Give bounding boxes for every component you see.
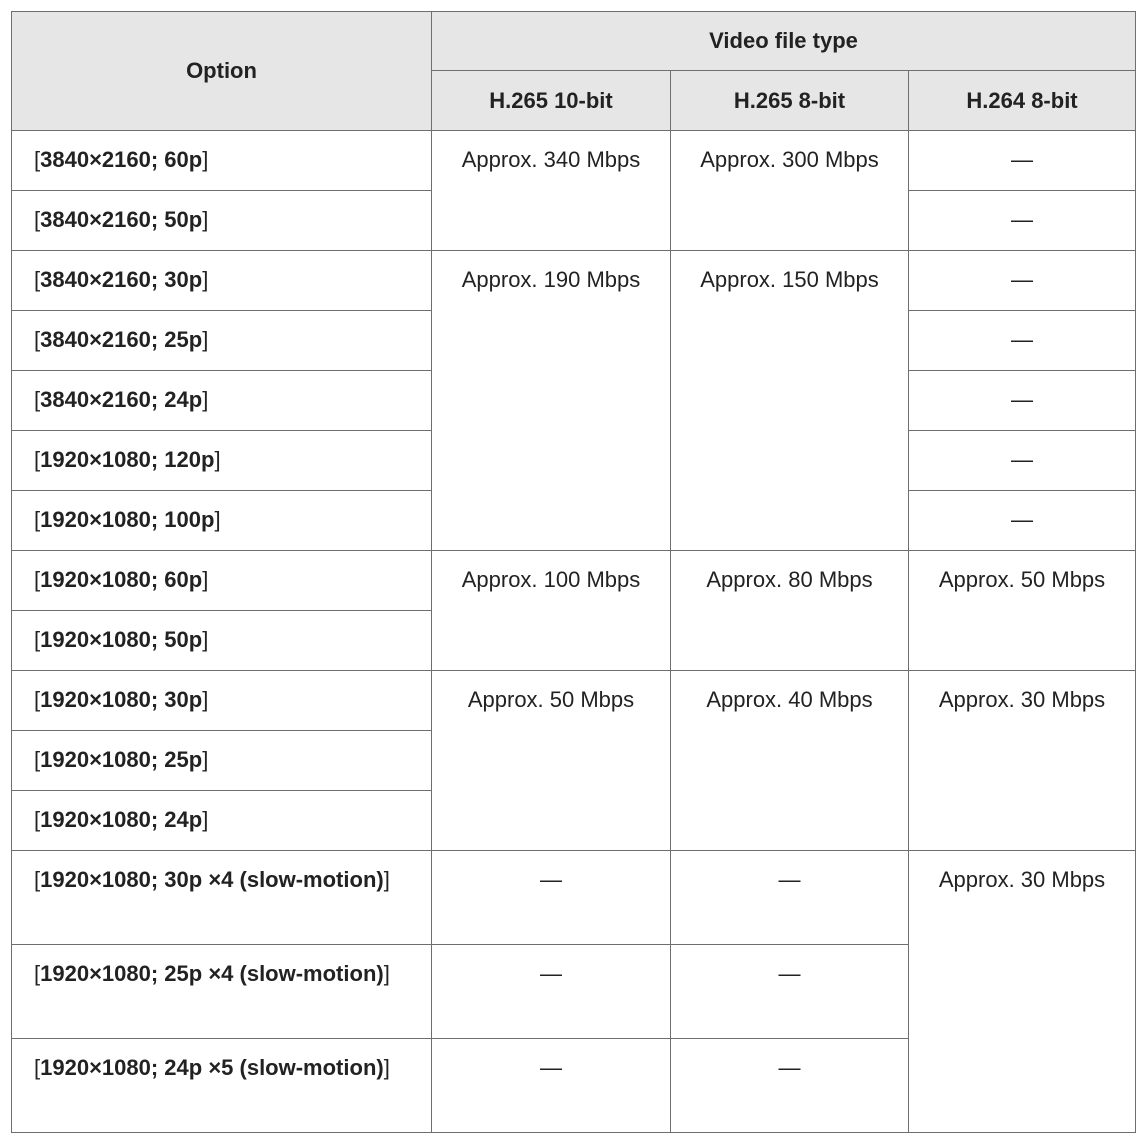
not-available-cell: — xyxy=(909,311,1136,371)
option-label: 1920×1080; 24p xyxy=(40,807,203,832)
header-h264-8bit: H.264 8-bit xyxy=(909,71,1136,131)
option-label: 1920×1080; 25p xyxy=(40,747,203,772)
bitrate-cell: Approx. 190 Mbps xyxy=(432,251,671,551)
option-cell: [1920×1080; 60p] xyxy=(12,551,432,611)
header-h265-10bit: H.265 10-bit xyxy=(432,71,671,131)
option-cell: [1920×1080; 50p] xyxy=(12,611,432,671)
not-available-cell: — xyxy=(432,1039,671,1133)
option-label: 3840×2160; 25p xyxy=(40,327,203,352)
bitrate-cell: Approx. 80 Mbps xyxy=(671,551,909,671)
bitrate-cell: Approx. 30 Mbps xyxy=(909,671,1136,851)
option-cell: [3840×2160; 50p] xyxy=(12,191,432,251)
not-available-cell: — xyxy=(432,851,671,945)
not-available-cell: — xyxy=(909,191,1136,251)
bitrate-cell: Approx. 50 Mbps xyxy=(432,671,671,851)
not-available-cell: — xyxy=(909,491,1136,551)
option-cell: [1920×1080; 30p] xyxy=(12,671,432,731)
option-label: 1920×1080; 24p ×5 (slow-motion) xyxy=(40,1055,384,1080)
bitrate-cell: Approx. 100 Mbps xyxy=(432,551,671,671)
bitrate-cell: Approx. 300 Mbps xyxy=(671,131,909,251)
not-available-cell: — xyxy=(909,371,1136,431)
bitrate-cell: Approx. 340 Mbps xyxy=(432,131,671,251)
option-label: 3840×2160; 30p xyxy=(40,267,203,292)
bitrate-cell: Approx. 150 Mbps xyxy=(671,251,909,551)
header-option: Option xyxy=(12,12,432,131)
option-cell: [1920×1080; 30p ×4 (slow-motion)] xyxy=(12,851,432,945)
option-cell: [3840×2160; 60p] xyxy=(12,131,432,191)
option-label: 1920×1080; 60p xyxy=(40,567,203,592)
not-available-cell: — xyxy=(671,851,909,945)
not-available-cell: — xyxy=(671,945,909,1039)
option-label: 1920×1080; 25p ×4 (slow-motion) xyxy=(40,961,384,986)
option-cell: [3840×2160; 25p] xyxy=(12,311,432,371)
option-cell: [1920×1080; 24p] xyxy=(12,791,432,851)
option-label: 3840×2160; 60p xyxy=(40,147,203,172)
option-cell: [1920×1080; 100p] xyxy=(12,491,432,551)
option-cell: [3840×2160; 30p] xyxy=(12,251,432,311)
option-label: 3840×2160; 50p xyxy=(40,207,203,232)
option-label: 1920×1080; 30p ×4 (slow-motion) xyxy=(40,867,384,892)
not-available-cell: — xyxy=(909,131,1136,191)
not-available-cell: — xyxy=(432,945,671,1039)
video-bitrate-table xyxy=(11,11,1136,1133)
option-label: 1920×1080; 50p xyxy=(40,627,203,652)
bitrate-cell: Approx. 30 Mbps xyxy=(909,851,1136,1133)
not-available-cell: — xyxy=(671,1039,909,1133)
option-cell: [1920×1080; 24p ×5 (slow-motion)] xyxy=(12,1039,432,1133)
option-cell: [1920×1080; 25p ×4 (slow-motion)] xyxy=(12,945,432,1039)
option-cell: [3840×2160; 24p] xyxy=(12,371,432,431)
option-cell: [1920×1080; 25p] xyxy=(12,731,432,791)
option-label: 1920×1080; 100p xyxy=(40,507,215,532)
option-cell: [1920×1080; 120p] xyxy=(12,431,432,491)
header-h265-8bit: H.265 8-bit xyxy=(671,71,909,131)
option-label: 1920×1080; 120p xyxy=(40,447,215,472)
header-video-file-type: Video file type xyxy=(432,12,1136,71)
not-available-cell: — xyxy=(909,251,1136,311)
option-label: 1920×1080; 30p xyxy=(40,687,203,712)
not-available-cell: — xyxy=(909,431,1136,491)
bitrate-cell: Approx. 50 Mbps xyxy=(909,551,1136,671)
bitrate-cell: Approx. 40 Mbps xyxy=(671,671,909,851)
option-label: 3840×2160; 24p xyxy=(40,387,203,412)
